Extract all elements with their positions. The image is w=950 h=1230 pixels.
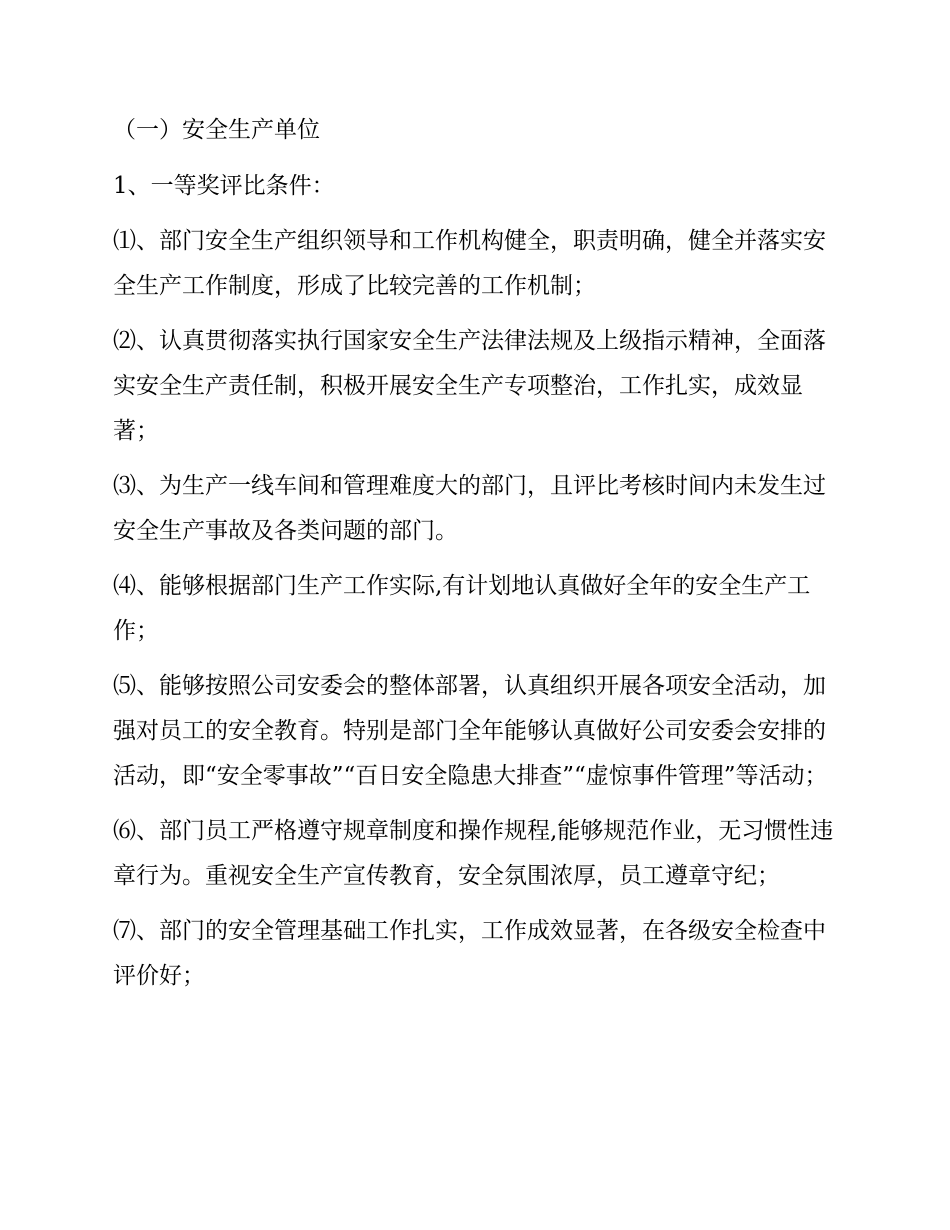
criteria-item-7: ⑺、部门的安全管理基础工作扎实，工作成效显著，在各级安全检查中评价好； [113, 918, 826, 989]
criteria-item-3: ⑶、为生产一线车间和管理难度大的部门，且评比考核时间内未发生过安全生产事故及各类问题的部门。 [113, 473, 826, 544]
document-body [113, 108, 838, 1009]
criteria-item-2: ⑵、认真贯彻落实执行国家安全生产法律法规及上级指示精神，全面落实安全生产责任制，积极开展安全生产专项整治，工作扎实，成效显著； [113, 328, 826, 444]
section-heading: （一）安全生产单位 [113, 117, 320, 143]
subheading: 1、一等奖评比条件： [113, 173, 335, 199]
criteria-item-4: ⑷、能够根据部门生产工作实际,有计划地认真做好全年的安全生产工作； [113, 573, 811, 644]
criteria-item-6: ⑹、部门员工严格遵守规章制度和操作规程,能够规范作业，无习惯性违章行为。重视安全生产宣传教育，安全氛围浓厚，员工遵章守纪； [113, 818, 834, 889]
criteria-item-1: ⑴、部门安全生产组织领导和工作机构健全，职责明确，健全并落实安全生产工作制度，形成了比较完善的工作机制； [113, 228, 826, 299]
criteria-item-5: ⑸、能够按照公司安委会的整体部署，认真组织开展各项安全活动，加强对员工的安全教育。特别是部门全年能够认真做好公司安委会安排的活动，即“安全零事故”“百日安全隐患大排查”“虚惊事件管理”等活动； [113, 673, 828, 789]
